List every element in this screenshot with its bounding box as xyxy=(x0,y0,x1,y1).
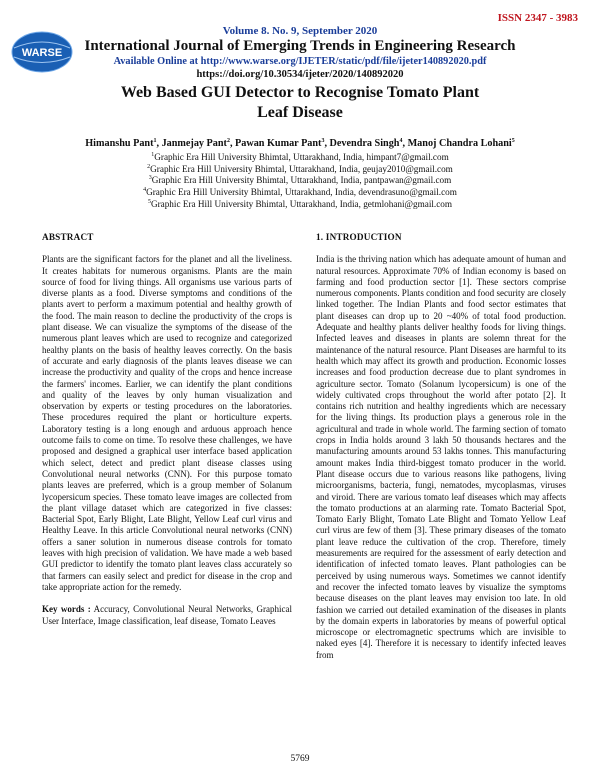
author-mark: 1 xyxy=(153,138,157,144)
author-mark: 3 xyxy=(321,138,325,144)
doi-link[interactable]: https://doi.org/10.30534/ijeter/2020/140892020 xyxy=(196,69,404,80)
affiliation-list xyxy=(0,152,600,211)
author-mark: 5 xyxy=(511,138,515,144)
abstract-heading: ABSTRACT xyxy=(42,232,94,242)
logo-text: WARSE xyxy=(21,47,63,59)
volume-info: Volume 8. No. 9, September 2020 xyxy=(222,25,378,37)
keywords xyxy=(42,604,292,627)
affiliation-mark: 4 xyxy=(143,187,147,194)
author-name: Manoj Chandra Lohani xyxy=(407,138,512,149)
availability-link[interactable]: Available Online at http://www.warse.org/IJETER/static/pdf/file/ijeter140892020.pdf xyxy=(113,56,487,67)
author-name: Himanshu Pant xyxy=(85,138,154,149)
keywords-label: Key words : xyxy=(42,604,91,615)
issn-number: ISSN 2347 - 3983 xyxy=(497,12,578,24)
introduction-text: India is the thriving nation which has adequate amount of human and natural resources. Approximate 70% of Indian economy is based on farming and food production sector [1]. These sectors comprise numerous components. Plants condition and food security are closely linked together. The Indian Plants and food sector estimates that plant diseases can drop up to 20 ~40% of total food production. Adequate and healthy plants deliver healthy foods for living things. Infected leaves and diseases in plants are solemn threat for the maintenance of the natural resource. Plant Diseases are harmful to its health which may affect its growth and production. Economic losses increases and food production decrease due to plant syndromes in agriculture sector. Tomato (Solanum lycopersicum) is one of the widely cultivated crops throughout the world after potato [2]. It contains rich nutrition and healthy ingredients which are necessary for the living things. Its production plays a generous role in the agricultural and trade in whole world. The farming section of tomato crops in India holds around 3 lakh 50 thousands hectares and the manufacturing amounts around 53 lakhs tonnes. This manufacturing amount makes India third-biggest tomato producer in the world. Plant disease occurs due to various reasons like pathogens, living microorganisms, bacteria, fungi, nematodes, mycoplasmas, viruses and viroid. There are various tomato leaf diseases which may affects the tomato productions at an alarming rate. Tomato Bacterial Spot, Tomato Early Blight, Tomato Late Blight and Tomato Yellow Leaf curl virus are few of them [3]. These primary diseases of the tomato plant leave reduce the cultivation of the crop. Therefore, timely measurements are required for the assessment of early detection and identification of infected tomato leaves. Plant pathologies can be perceived by using numerous ways. Sometimes we cannot identify and recover the infected tomato leaves by visualize the symptoms because diseases on the plant leaves may envision too late. In old fashion we carried out detailed examination of the diseases in plants by the domain experts in laboratories by means of powerful optical microscope or electromagnetic spectrums which are invisible to naked eyes [4]. Therefore it is necessary to identify infected leaves from xyxy=(316,254,566,660)
affiliation-mark: 1 xyxy=(151,152,155,158)
author-list: Himanshu Pant$^1$, Janmejay Pant$^2$, Pawan Kumar Pant$^3$, Devendra Singh$^4$, Manoj Chandra Lohani$^5$ xyxy=(85,138,515,149)
affiliation-mark: 2 xyxy=(147,163,151,170)
abstract-text: Plants are the significant factors for the planet and all the liveliness. It creates habitats for numerous organisms. Plants are the main source of food for living things. All organisms use various parts of diverse plants as a food. Diverse symptoms and conditions of the plants avert to perform a maximum potential and healthy growth of the food. The main reason to decline the productivity of the crops is plant disease. We can visualize the symptoms of the disease of the numerous plant leaves which are used to recognize and categorized healthy plants on the basis of healthy leaves correctly. On the basis of accurate and early diagnosis of the plants leaves disease we can increase the productivity and quality of the crops and hence increase the farmers' incomes. Earlier, we can identify the plant conditions and quality of the leaves by only human visualization and observation by experts or testing procedures on the laboratories. These procedures required the plant or horticulture experts. Laboratory testing is a long enough and arduous approach hence outcome fails to come on time. To resolve these challenges, we have proposed and designed a graphical user interface based application which select, detect and predict plant disease classes using Convolutional neural networks (CNN). For this purpose tomato plants leaves are preferred, which is a group member of Solanum lycopersicum species. These tomato leave images are collected from the plant village dataset which are categorized in five classes: Bacterial Spot, Early Blight, Late Blight, Yellow Leaf curl virus and Healthy Leave. In this article Convolutional neural networks (CNN) offers a saner solution in numerous disease controls for tomato leaves with high precision of validation. We have made a web based GUI predictor to identify the tomato plant leaves class accurately so that farmers can easily select and predict for disease in the crop and take appropriate action for the remedy. xyxy=(42,254,292,592)
introduction-heading: 1. INTRODUCTION xyxy=(316,232,402,242)
affiliation xyxy=(0,199,600,211)
author-mark: 2 xyxy=(226,138,230,144)
affiliation xyxy=(0,152,600,164)
affiliation xyxy=(0,175,600,187)
affiliation-text: Graphic Era Hill University Bhimtal, Uttarakhand, India, geujay2010@gmail.com xyxy=(150,163,453,174)
affiliation-text: Graphic Era Hill University Bhimtal, Uttarakhand, India, himpant7@gmail.com xyxy=(154,152,449,162)
title-line: Web Based GUI Detector to Recognise Tomato Plant xyxy=(120,84,480,101)
author-mark: 4 xyxy=(399,138,403,144)
author-name: Devendra Singh xyxy=(329,138,400,149)
affiliation-text: Graphic Era Hill University Bhimtal, Uttarakhand, India, pantpawan@gmail.com xyxy=(151,175,452,186)
paper-title xyxy=(90,83,510,123)
journal-title: International Journal of Emerging Trends in Engineering Research xyxy=(84,38,516,54)
affiliation-text: Graphic Era Hill University Bhimtal, Uttarakhand, India, getmlohani@gmail.com xyxy=(150,198,453,209)
author-name: Janmejay Pant xyxy=(161,138,227,149)
affiliation-mark: 3 xyxy=(148,175,152,182)
affiliation-text: Graphic Era Hill University Bhimtal, Uttarakhand, India, devendrasuno@gmail.com xyxy=(146,187,457,198)
affiliation-mark: 5 xyxy=(147,198,151,205)
affiliation xyxy=(0,187,600,199)
page-number: 5769 xyxy=(290,754,310,764)
affiliation xyxy=(0,164,600,176)
abstract-column xyxy=(42,232,292,627)
title-line: Leaf Disease xyxy=(257,104,343,121)
author-name: Pawan Kumar Pant xyxy=(235,138,322,149)
keywords-text: Accuracy, Convolutional Neural Networks, Graphical User Interface, Image classification, leaf disease, Tomato Leaves xyxy=(42,604,292,626)
introduction-column xyxy=(316,232,566,661)
